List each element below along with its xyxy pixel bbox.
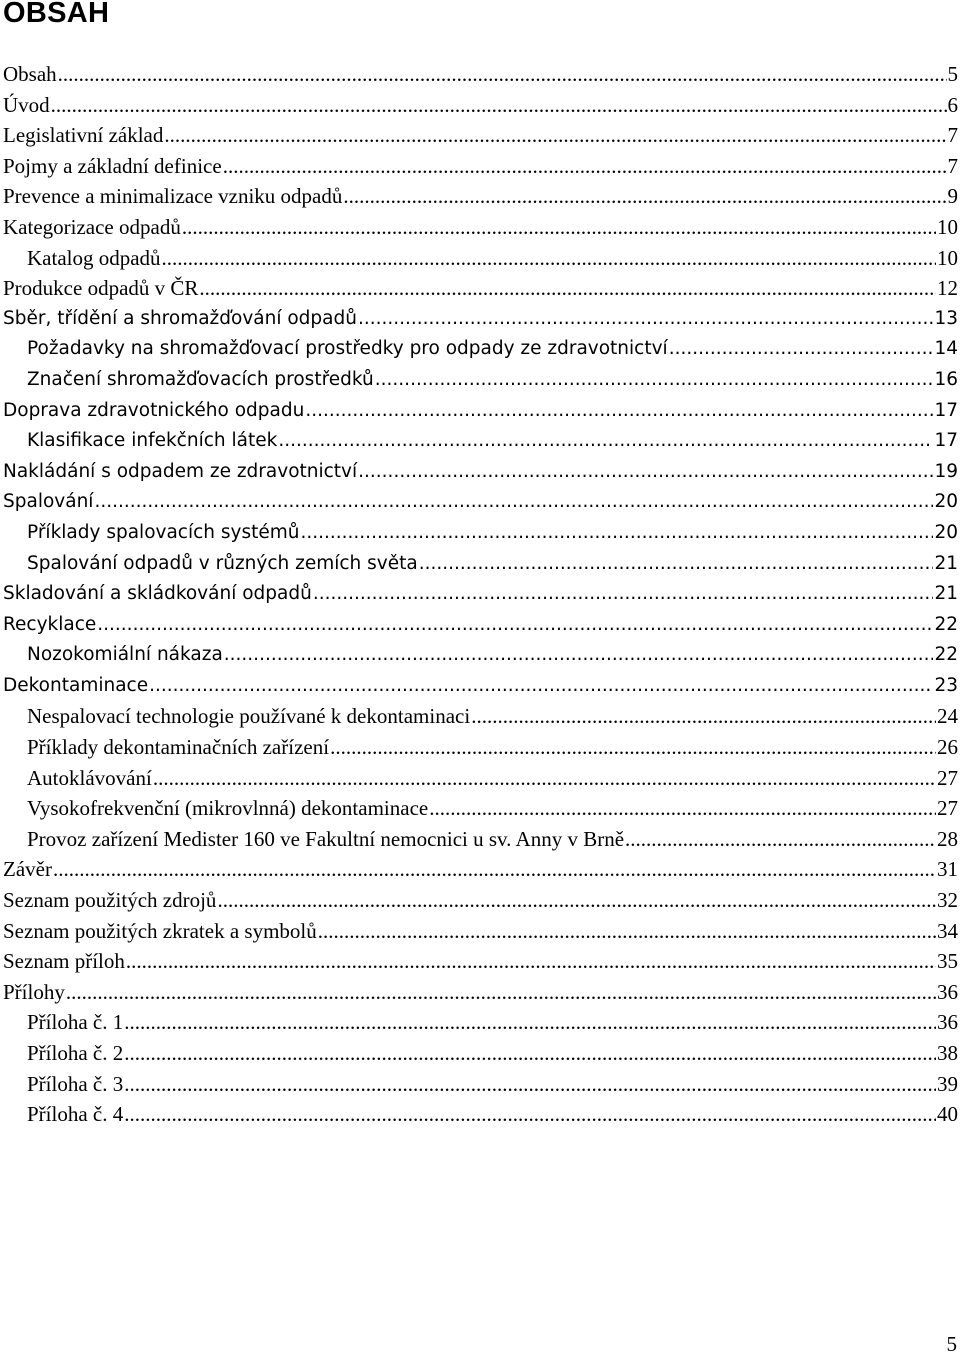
toc-dot-leader	[313, 579, 934, 610]
toc-dot-leader	[358, 457, 933, 488]
toc-entry-page: 23	[934, 674, 958, 696]
toc-entry-title: Prevence a minimalizace vzniku odpadů	[3, 184, 343, 209]
toc-entry-title: Recyklace	[3, 613, 97, 635]
toc-entry-title: Nozokomiální nákaza	[27, 644, 223, 666]
toc-entry-page: 24	[937, 704, 958, 729]
toc-entry-page: 7	[947, 123, 958, 148]
toc-entry-title: Klasifikace infekčních látek	[27, 430, 278, 452]
toc-entry-page: 36	[937, 1010, 958, 1035]
toc-entry-page: 7	[947, 153, 958, 178]
toc-entry-title: Pojmy a základní definice	[3, 153, 222, 178]
toc-entry-title: Dekontaminace	[3, 674, 149, 696]
toc-entry-page: 22	[934, 613, 958, 635]
toc-entry-page: 22	[934, 644, 958, 666]
toc-entry[interactable]	[3, 640, 958, 671]
toc-entry[interactable]	[3, 396, 958, 427]
toc-entry-title: Příloha č. 1	[27, 1010, 124, 1035]
toc-dot-leader	[53, 854, 936, 885]
page-title: OBSAH	[3, 0, 110, 29]
toc-entry-title: Příloha č. 2	[27, 1041, 124, 1065]
toc-entry-page: 28	[937, 826, 958, 851]
toc-entry[interactable]	[3, 334, 958, 365]
toc-entry-page: 31	[937, 857, 958, 882]
toc-entry[interactable]	[3, 457, 958, 488]
toc-entry-title: Autoklávování	[27, 765, 152, 790]
toc-entry-title: Seznam použitých zkratek a symbolů	[3, 918, 317, 943]
toc-entry-page: 40	[937, 1102, 958, 1127]
toc-entry-page: 21	[934, 583, 958, 605]
toc-entry-title: Seznam použitých zdrojů	[3, 888, 217, 913]
toc-entry[interactable]	[3, 1099, 958, 1130]
toc-entry-page: 27	[937, 796, 958, 821]
toc-entry[interactable]	[3, 1038, 958, 1069]
toc-entry[interactable]	[3, 487, 958, 518]
toc-entry-title: Spalování	[3, 491, 94, 513]
toc-entry-title: Seznam příloh	[3, 949, 125, 974]
toc-entry-page: 34	[937, 918, 958, 943]
toc-dot-leader	[419, 549, 934, 580]
toc-dot-leader	[375, 365, 934, 396]
toc-entry[interactable]	[3, 579, 958, 610]
toc-entry-page: 32	[937, 888, 958, 913]
toc-entry[interactable]	[3, 1007, 958, 1038]
toc-entry-page: 38	[937, 1041, 958, 1065]
toc-entry-title: Nespalovací technologie používané k dekontaminaci	[27, 704, 471, 729]
toc-dot-leader	[124, 1099, 936, 1130]
toc-entry[interactable]	[3, 304, 958, 335]
toc-dot-leader	[471, 701, 936, 732]
toc-entry[interactable]	[3, 181, 958, 212]
toc-dot-leader	[126, 946, 936, 977]
toc-dot-leader	[124, 1007, 936, 1038]
toc-entry-title: Příklady dekontaminačních zařízení	[27, 735, 330, 760]
toc-entry-title: Příloha č. 4	[27, 1102, 124, 1127]
toc-dot-leader	[182, 212, 936, 243]
toc-entry-title: Legislativní základ	[3, 123, 164, 148]
toc-entry-title: Spalování odpadů v různých zemích světa	[27, 552, 418, 574]
toc-entry-page: 17	[934, 430, 958, 452]
toc-dot-leader	[305, 396, 933, 427]
toc-entry-page: 21	[934, 552, 958, 574]
toc-dot-leader	[58, 59, 947, 90]
toc-entry[interactable]	[3, 1069, 958, 1100]
page-number: 5	[946, 1332, 957, 1356]
toc-entry-page: 12	[937, 276, 958, 301]
toc-entry[interactable]	[3, 671, 958, 702]
toc-dot-leader	[199, 273, 936, 304]
toc-entry[interactable]	[3, 610, 958, 641]
toc-entry[interactable]	[3, 426, 958, 457]
toc-dot-leader	[162, 243, 936, 274]
toc-entry-page: 16	[934, 368, 958, 390]
toc-entry[interactable]	[3, 518, 958, 549]
toc-dot-leader	[164, 120, 946, 151]
toc-entry-page: 6	[947, 92, 958, 117]
toc-dot-leader	[343, 181, 946, 212]
toc-entry-page: 5	[947, 62, 958, 86]
toc-entry-page: 20	[934, 491, 958, 513]
toc-entry-page: 26	[937, 735, 958, 760]
toc-dot-leader	[429, 793, 936, 824]
toc-dot-leader	[153, 763, 936, 794]
toc-entry-title: Vysokofrekvenční (mikrovlnná) dekontaminace	[27, 796, 429, 821]
toc-entry-page: 39	[937, 1071, 958, 1096]
toc-entry-title: Produkce odpadů v ČR	[3, 276, 199, 301]
toc-dot-leader	[124, 1038, 936, 1069]
toc-entry[interactable]	[3, 732, 958, 763]
toc-entry-page: 27	[937, 765, 958, 790]
toc-dot-leader	[97, 610, 933, 641]
toc-entry-page: 9	[947, 184, 958, 209]
toc-entry[interactable]	[3, 824, 958, 855]
toc-entry[interactable]	[3, 90, 958, 121]
toc-entry-page: 36	[937, 979, 958, 1004]
toc-entry-title: Úvod	[3, 92, 50, 117]
toc-dot-leader	[301, 518, 934, 549]
toc-entry[interactable]	[3, 885, 958, 916]
toc-entry-title: Doprava zdravotnického odpadu	[3, 399, 305, 421]
toc-dot-leader	[94, 487, 933, 518]
toc-entry-title: Obsah	[3, 62, 57, 86]
toc-entry-page: 20	[934, 521, 958, 543]
toc-entry-page: 10	[937, 245, 958, 270]
toc-dot-leader	[223, 151, 947, 182]
toc-dot-leader	[278, 426, 933, 457]
toc-entry[interactable]	[3, 701, 958, 732]
toc-entry[interactable]	[3, 763, 958, 794]
toc-entry-page: 10	[937, 214, 958, 239]
table-of-contents	[3, 59, 958, 1130]
toc-entry-page: 19	[934, 460, 958, 482]
toc-entry-title: Nakládání s odpadem ze zdravotnictví	[3, 460, 358, 482]
toc-entry-title: Skladování a skládkování odpadů	[3, 583, 312, 605]
toc-entry-page: 17	[934, 399, 958, 421]
toc-entry-title: Požadavky na shromažďovací prostředky pro odpady ze zdravotnictví	[27, 338, 668, 360]
toc-entry[interactable]	[3, 916, 958, 947]
toc-dot-leader	[224, 640, 934, 671]
toc-entry[interactable]	[3, 793, 958, 824]
toc-dot-leader	[149, 671, 933, 702]
toc-entry[interactable]	[3, 365, 958, 396]
toc-dot-leader	[124, 1069, 936, 1100]
toc-dot-leader	[51, 90, 947, 121]
toc-entry[interactable]	[3, 151, 958, 182]
toc-dot-leader	[318, 916, 936, 947]
toc-dot-leader	[625, 824, 936, 855]
toc-entry[interactable]	[3, 946, 958, 977]
toc-entry[interactable]	[3, 243, 958, 274]
toc-entry-page: 35	[937, 949, 958, 974]
toc-entry[interactable]	[3, 854, 958, 885]
toc-entry-title: Příloha č. 3	[27, 1071, 124, 1096]
toc-entry[interactable]	[3, 977, 958, 1008]
toc-entry[interactable]	[3, 549, 958, 580]
toc-dot-leader	[330, 732, 936, 763]
toc-entry-page: 13	[934, 307, 958, 329]
toc-entry-title: Sběr, třídění a shromažďování odpadů	[3, 307, 357, 329]
toc-entry[interactable]	[3, 273, 958, 304]
toc-entry[interactable]	[3, 120, 958, 151]
toc-dot-leader	[669, 334, 934, 365]
toc-dot-leader	[217, 885, 936, 916]
toc-entry-title: Provoz zařízení Medister 160 ve Fakultní nemocnici u sv. Anny v Brně	[27, 826, 625, 851]
toc-entry-title: Značení shromažďovacích prostředků	[27, 368, 374, 390]
toc-entry-title: Katalog odpadů	[27, 245, 161, 270]
toc-dot-leader	[358, 304, 933, 335]
toc-entry-title: Příklady spalovacích systémů	[27, 521, 300, 543]
toc-entry[interactable]	[3, 59, 958, 90]
toc-entry[interactable]	[3, 212, 958, 243]
toc-entry-title: Kategorizace odpadů	[3, 214, 181, 239]
toc-entry-title: Přílohy	[3, 979, 65, 1004]
toc-entry-title: Závěr	[3, 857, 52, 882]
toc-entry-page: 14	[934, 338, 958, 360]
toc-dot-leader	[66, 977, 936, 1008]
